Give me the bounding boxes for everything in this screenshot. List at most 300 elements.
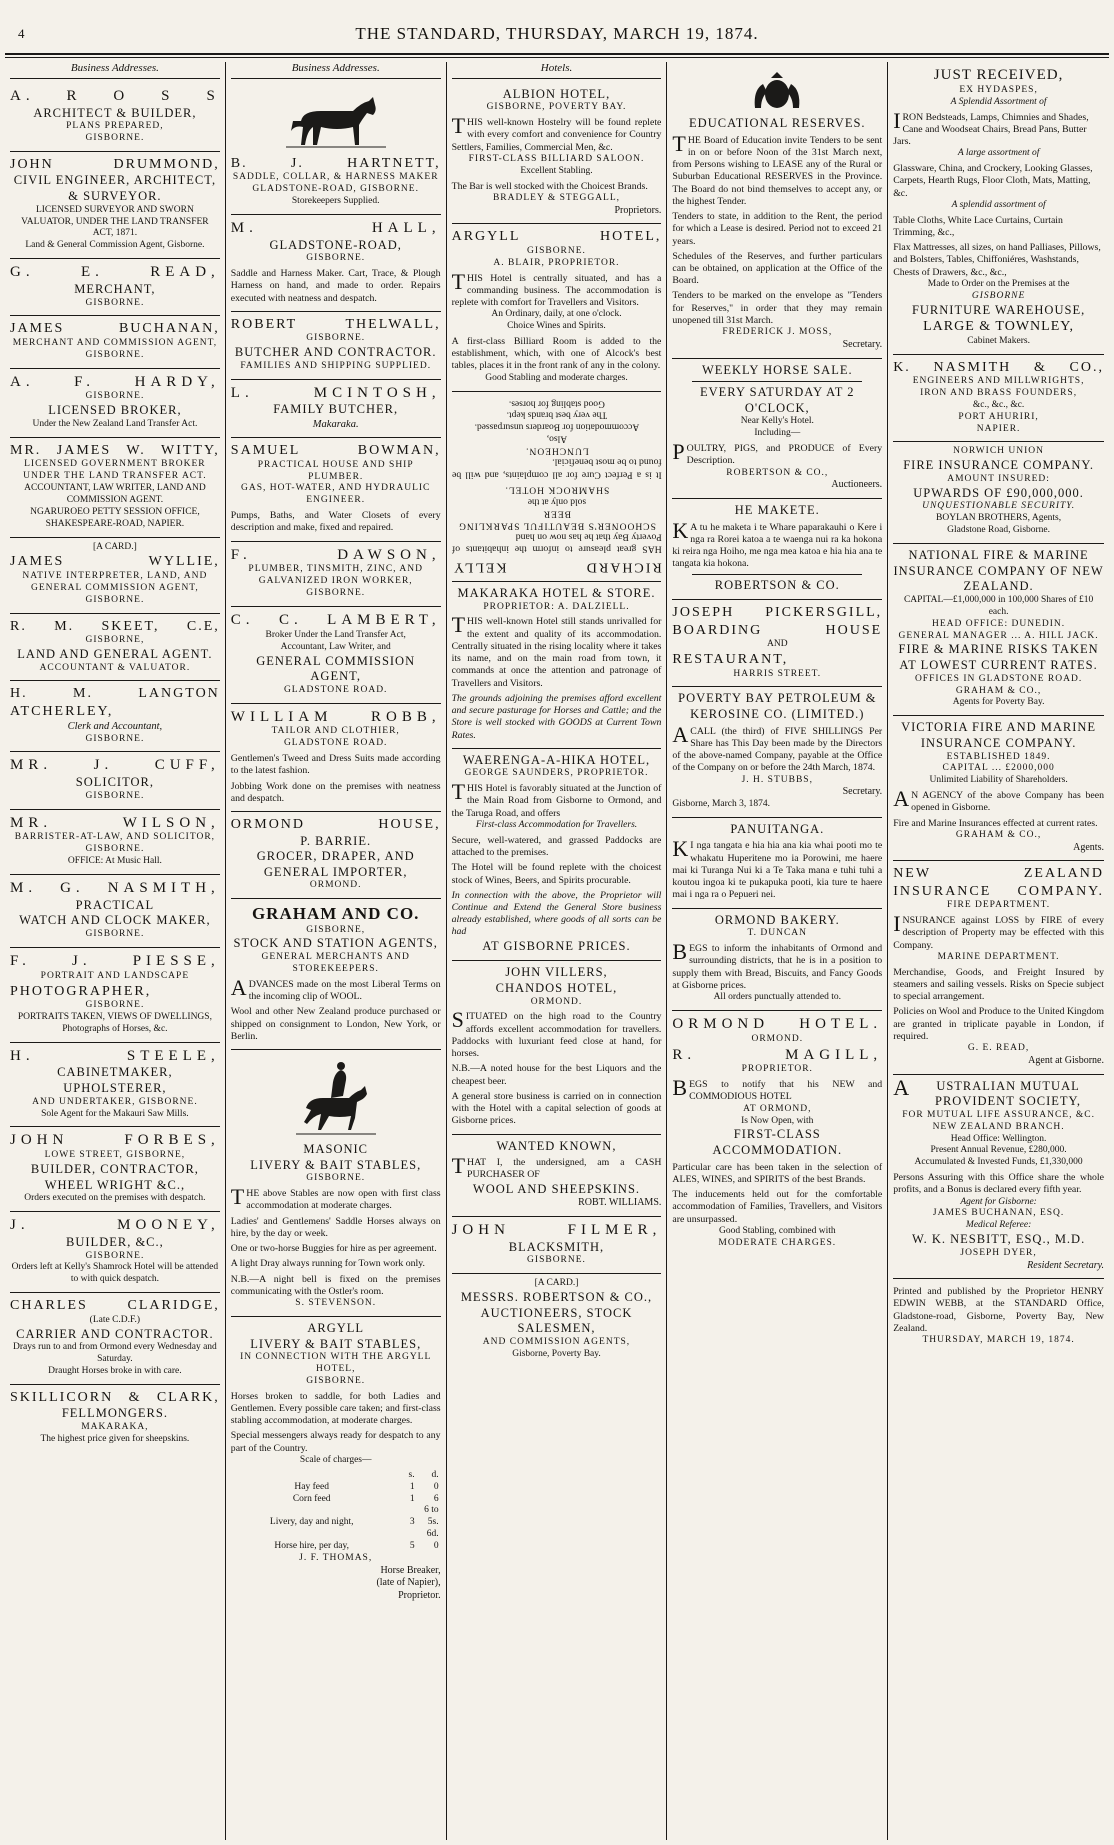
ad-line: Unlimited Liability of Shareholders.	[929, 775, 1068, 786]
ad-signature: G. E. READ,	[967, 1043, 1030, 1054]
ad-line: PORTRAIT AND LANDSCAPE	[40, 970, 190, 981]
ad-line: GLADSTONE ROAD.	[283, 684, 388, 695]
ad-body: Glassware, China, and Crockery, Looking Glasses, Carpets, Hearth Rugs, Floor Cloth, Mats, Matting, &c.	[893, 163, 1093, 199]
ad-read	[10, 259, 220, 316]
ad-kelly-shamrock-inverted	[452, 392, 662, 582]
ad-body: Pumps, Baths, and Water Closets of every description and make, fixed and repaired.	[230, 510, 441, 534]
ad-title: A. F. HARDY,	[10, 373, 220, 390]
ad-filmer	[452, 1217, 662, 1274]
ad-title: A. R O S S	[10, 87, 220, 104]
ad-he-makete	[672, 499, 882, 600]
ad-line: LIVERY & BAIT STABLES,	[250, 1157, 422, 1172]
column-heading: Hotels.	[452, 62, 662, 79]
ad-line: GISBORNE.	[85, 733, 145, 744]
ad-line: GENERAL MERCHANTS AND STOREKEEPERS.	[261, 952, 410, 974]
ad-title: GRAHAM AND CO.	[251, 904, 420, 924]
ad-line: Makaraka.	[312, 419, 359, 431]
ad-title: MR. JAMES W. WITTY,	[10, 442, 220, 458]
ad-body: KA tu he maketa i te Whare paparakauhi o Kere i nga ra Rorei katoa a te waenga nui ra ka hokona ki reira nga Hoiho, me nga mea katoa e hia hia ana te tangata kia hokona.	[672, 517, 883, 570]
ad-title: RICHARD KELLY	[451, 558, 662, 574]
ad-line: CHANDOS HOTEL,	[495, 980, 618, 995]
ad-line: AND COMMISSION AGENTS,	[482, 1336, 631, 1347]
ad-argyll-stables	[231, 1317, 441, 1608]
ad-body: The grounds adjoining the premises afford excellent and secure pasturage for Horses and Cattle; and the Store is well stocked with GOODS at Current Town Rates.	[451, 692, 662, 741]
ad-line: Agent for Gisborne:	[960, 1196, 1037, 1207]
ad-line: Near Kelly's Hotel.	[740, 416, 814, 427]
ad-signature: J. H. STUBBS,	[741, 774, 813, 785]
ad-line: Good Stabling and moderate charges.	[485, 372, 628, 383]
ad-title: H. M. LANGTON ATCHERLEY,	[10, 686, 220, 719]
ad-line: A large assortment of	[957, 148, 1040, 159]
ad-witty	[10, 438, 220, 538]
ad-line: JAMES BUCHANAN, ESQ.	[932, 1208, 1065, 1219]
ad-title: ORMOND BAKERY.	[714, 912, 840, 927]
page-number: 4	[18, 26, 25, 41]
ad-line: BARRISTER-AT-LAW, AND SOLICITOR,	[14, 832, 216, 843]
ad-title: MESSRS. ROBERTSON & CO.,	[460, 1289, 653, 1304]
ad-line: Head Office: Wellington.	[950, 1133, 1047, 1144]
ad-signature: ROBERTSON & CO.	[714, 577, 840, 592]
column-heading: Business Addresses.	[10, 62, 220, 79]
ad-body: THE above Stables are now open with first class accommodation at moderate charges.	[230, 1184, 441, 1212]
ad-line: NORWICH UNION	[953, 446, 1044, 457]
ad-body: A general store business is carried on in connection with the Hotel with a capital selection of goods at Gisborne prices.	[451, 1090, 662, 1127]
inverted-advertisement	[452, 396, 662, 575]
column-hotels	[447, 62, 668, 1840]
ad-title: ORMOND HOUSE,	[230, 817, 441, 833]
ad-title: WAERENGA-A-HIKA HOTEL,	[462, 752, 651, 767]
masthead-rule-thin	[5, 57, 1109, 58]
ad-line: GLADSTONE-ROAD,	[269, 237, 402, 252]
ad-line: CABINETMAKER, UPHOLSTERER,	[57, 1065, 173, 1095]
ad-line: MERCHANT,	[74, 281, 156, 296]
ad-cuff	[10, 752, 220, 809]
ad-line: Orders left at Kelly's Shamrock Hotel will be attended to with quick despatch.	[11, 1262, 219, 1285]
ad-line: RESTAURANT,	[672, 652, 789, 668]
ad-line: Secretary.	[842, 786, 883, 798]
ad-line: GAS, HOT-WATER, AND HYDRAULIC ENGINEER.	[241, 483, 431, 506]
ad-line: Accumulated & Invested Funds, £1,330,000	[914, 1157, 1083, 1168]
ad-title: ARGYLL	[307, 1320, 365, 1335]
ad-body: A light Dray always running for Town work only.	[230, 1258, 425, 1270]
ad-body: One or two-horse Buggies for hire as per agreement.	[230, 1243, 437, 1255]
ad-title: ALBION HOTEL,	[502, 86, 611, 101]
ad-line: FAMILIES AND SHIPPING SUPPLIED.	[240, 360, 432, 371]
ad-title: ARGYLL HOTEL,	[451, 229, 662, 245]
ad-line: CAPITAL—£1,000,000 in 100,000 Shares of £10 each.	[903, 594, 1094, 617]
ad-title: JOHN DRUMMOND,	[10, 156, 220, 172]
ad-skillicorn	[10, 1385, 220, 1452]
ad-signature: JOSEPH DYER,	[960, 1247, 1037, 1258]
ad-line: INSURANCE COMPANY.	[893, 883, 1104, 899]
ad-body: KI nga tangata e hia hia ana kia whai pooti mo te whakatu Huperitene mo ia Porowini, me haere mai ki Turanga Nui ki a Te Taka mana e tuhi tuhi a koutou ingoa ki te pukapuka pooti, kia ture te haere mai i nga ra o Pepueri nei.	[672, 836, 883, 901]
ad-line: GISBORNE.	[306, 1173, 366, 1184]
ad-line: GISBORNE.	[85, 297, 145, 308]
ad-bowman	[231, 438, 441, 541]
ad-title: NEW ZEALAND	[893, 866, 1104, 882]
ad-line: PORTRAITS TAKEN, VIEWS OF DWELLINGS, Photographs of Horses, &c.	[17, 1011, 212, 1034]
ad-line: WOOL AND SHEEPSKINS.	[472, 1181, 641, 1196]
ad-line: BUILDER, &C.,	[66, 1234, 164, 1249]
ad-line: R. MAGILL,	[672, 1046, 883, 1063]
ad-body: N.B.—A noted house for the best Liquors and the cheapest beer.	[451, 1063, 662, 1087]
ad-line: FIRE & MARINE RISKS TAKEN AT LOWEST CURRENT RATES.	[898, 642, 1099, 673]
ad-signature: S. STEVENSON.	[295, 1298, 377, 1309]
column-heading: Business Addresses.	[231, 62, 441, 79]
ad-signature: J. F. THOMAS,	[299, 1552, 373, 1563]
ad-title: JAMES BUCHANAN,	[10, 321, 220, 337]
ad-masonic-stables	[231, 1050, 441, 1317]
ad-line: MAKARAKA,	[81, 1421, 149, 1432]
charges-item: Corn feed	[292, 1493, 331, 1504]
ad-line: Horse Breaker,	[380, 1564, 441, 1576]
ad-line: Medical Referee:	[965, 1220, 1032, 1231]
ad-line: FIRE DEPARTMENT.	[947, 900, 1051, 911]
masthead-rule	[5, 53, 1109, 55]
ad-makaraka-hotel	[452, 582, 662, 749]
ad-line: PLANS PREPARED,	[66, 121, 164, 132]
ad-body: THIS Hotel is centrally situated, and has a commanding business. The accommodation is replete with comfort for Travellers and Visitors.	[451, 268, 662, 309]
ad-line: CAPITAL ... £2000,000	[942, 763, 1055, 774]
ad-line: Clerk and Accountant,	[67, 721, 163, 733]
ad-line: Draught Horses broke in with care.	[48, 1365, 182, 1376]
ad-title: NATIONAL FIRE & MARINE INSURANCE COMPANY OF NEW ZEALAND.	[893, 548, 1104, 594]
ad-title: M. HALL,	[230, 219, 441, 236]
ad-title: WANTED KNOWN,	[496, 1138, 617, 1153]
ad-pickersgill	[672, 600, 882, 687]
ad-line: LOWE STREET, GISBORNE,	[44, 1150, 186, 1161]
ad-weekly-horse-sale	[672, 359, 882, 499]
ad-line: Secretary.	[842, 339, 883, 351]
ad-title: C. C. LAMBERT,	[230, 612, 441, 629]
ad-title: SKILLICORN & CLARK,	[10, 1389, 220, 1405]
ad-victoria-insurance	[893, 716, 1104, 861]
charges-shillings: 1	[409, 1493, 415, 1504]
ad-line: AMOUNT INSURED:	[947, 473, 1050, 484]
ad-line: NATIVE INTERPRETER, LAND, AND GENERAL COMMISSION AGENT,	[22, 570, 208, 593]
ad-body: Merchandise, Goods, and Freight Insured by steamers and sailing vessels. Risks on Specie subject to special arrangement.	[893, 966, 1104, 1003]
ad-body: IRON Bedsteads, Lamps, Chimnies and Shades, Cane and Woodseat Chairs, Bread Pans, Butter Jars.	[893, 107, 1089, 147]
ad-title: F. DAWSON,	[230, 546, 441, 563]
ad-body: Flax Mattresses, all sizes, on hand Palliases, Pillows, and Bolsters, Tables, Chiffoniéres, Washstands, Chests of Drawers, &c., &c.,	[893, 242, 1101, 278]
ad-body: POULTRY, PIGS, and PRODUCE of Every Description.	[672, 439, 883, 467]
ad-line: AT GISBORNE PRICES.	[482, 938, 631, 953]
ad-line: Accountant, Law Writer, and	[280, 641, 391, 652]
ad-line: Cabinet Makers.	[967, 335, 1030, 346]
ad-body: Jobbing Work done on the premises with neatness and despatch.	[230, 780, 441, 804]
ad-line: FURNITURE WAREHOUSE,	[911, 302, 1086, 317]
ad-hardy	[10, 369, 220, 438]
ad-line: ACCOUNTANT, LAW WRITER, LAND AND COMMISSION AGENT.	[24, 483, 206, 505]
ad-line: UNDER THE LAND TRANSFER ACT.	[23, 471, 207, 482]
ad-ormond-bakery	[672, 909, 882, 1011]
ad-line: BUILDER, CONTRACTOR, WHEEL WRIGHT &C.,	[30, 1162, 199, 1192]
ad-body: THE Board of Education invite Tenders to be sent in on or before Noon of the 31st March next, from Persons wishing to LEASE any of the Rural or Suburban Educational RESERVES in the Province. The Board do not bind themselves to accept any, or the highest Tender.	[672, 130, 883, 207]
ad-hartnett	[231, 83, 441, 215]
ad-line: AUCTIONEERS, STOCK SALESMEN,	[480, 1305, 633, 1336]
ad-title: POVERTY BAY PETROLEUM & KEROSINE CO. (LIMITED.)	[678, 691, 877, 722]
ad-signature: FREDERICK J. MOSS,	[722, 327, 833, 338]
ad-body: In connection with the above, the Proprietor will Continue and Extend the General Store business already established, where goods of all sorts can be had	[451, 889, 662, 938]
ad-title: JOHN FILMER,	[451, 1221, 662, 1238]
ad-body: Schedules of the Reserves, and further particulars can be obtained, on application at the Office of the Board.	[672, 250, 883, 287]
ad-line: Storekeepers Supplied.	[291, 196, 380, 206]
ad-wyllie	[10, 538, 220, 614]
ad-petroleum-co	[672, 687, 882, 817]
ad-title: EDUCATIONAL RESERVES.	[689, 116, 866, 130]
ad-body: N.B.—A night bell is fixed on the premises communicating with the Ostler's room.	[230, 1273, 441, 1297]
ad-body: BEGS to inform the inhabitants of Ormond and surrounding districts, that he is in a position to supply them with Bread, Biscuits, and Fancy Goods at Gisborne prices.	[672, 939, 883, 991]
ad-line: GEORGE SAUNDERS, PROPRIETOR.	[464, 768, 649, 779]
ad-line: Agent at Gisborne.	[1028, 1055, 1104, 1067]
ad-line: Scale of charges—	[299, 1454, 372, 1465]
ad-buchanan	[10, 316, 220, 368]
ad-line: CIVIL ENGINEER, ARCHITECT, & SURVEYOR.	[13, 173, 217, 203]
ad-line: ESTABLISHED 1849.	[946, 751, 1051, 762]
ad-amp-society	[893, 1075, 1104, 1280]
ad-body: Saddle and Harness Maker. Cart, Trace, & Plough Harness on hand, and made to order. Repairs executed with neatness and despatch.	[230, 268, 441, 304]
ad-line: GISBORNE	[971, 290, 1026, 301]
ad-line: GISBORNE.	[85, 349, 145, 360]
ad-body: It is a Perfect Cure for all complaints, and will be found to be most beneficial.	[451, 456, 662, 480]
ad-line: PLUMBER, TINSMITH, ZINC, AND GALVANIZED IRON WORKER,	[248, 564, 423, 587]
ad-line: GISBORNE.	[527, 1255, 586, 1266]
ad-line: &c., &c., &c.	[972, 399, 1025, 410]
ad-title: JOHN VILLERS,	[505, 965, 608, 980]
ad-body: Tenders to state, in addition to the Rent, the period for which a Lease is desired. Period not to exceed 21 years.	[672, 211, 883, 247]
imprint	[893, 1279, 1104, 1353]
ad-dawson	[231, 542, 441, 607]
ad-signature: GRAHAM & CO.,	[955, 829, 1042, 840]
ad-nasmith	[10, 875, 220, 948]
ad-line: All orders punctually attended to.	[713, 992, 841, 1003]
ad-title: MR. J. CUFF,	[10, 757, 220, 774]
ad-line: WATCH AND CLOCK MAKER,	[19, 913, 211, 928]
ad-line: ORMOND.	[751, 1033, 804, 1044]
ad-line: SCHOONER'S BEAUTIFUL SPARKLING BEER	[457, 508, 656, 530]
ad-robertson-card	[452, 1274, 662, 1367]
ad-title: G. E. READ,	[10, 264, 220, 281]
ad-line: NAPIER.	[976, 423, 1021, 434]
ad-line: Proprietor.	[398, 1589, 441, 1601]
ad-line: GISBORNE.	[85, 929, 145, 939]
ad-line: GENERAL MANAGER ... A. HILL JACK.	[898, 630, 1099, 641]
ad-line: Excellent Stabling.	[520, 165, 593, 176]
ad-national-insurance	[893, 544, 1104, 716]
ad-line: OFFICE: At Music Hall.	[67, 856, 162, 867]
ad-line: sold only at the	[527, 496, 586, 507]
ad-line: (Late C.D.F.)	[89, 1314, 141, 1325]
ad-line: Under the New Zealand Land Transfer Act.	[32, 418, 198, 429]
ad-body: SITUATED on the high road to the Country affords excellent accommodation for travellers. Paddocks with luxuriant feed close at hand, for horses.	[451, 1007, 662, 1060]
ad-title: MR. WILSON,	[10, 814, 220, 831]
ad-just-received	[893, 62, 1104, 355]
ad-wilson	[10, 810, 220, 875]
ad-body: Table Cloths, White Lace Curtains, Curtain Trimming, &c.,	[893, 214, 1063, 238]
charges-shillings: 3	[409, 1517, 415, 1528]
ad-nasmith-co	[893, 355, 1104, 443]
ad-line: BUTCHER AND CONTRACTOR.	[234, 345, 437, 360]
ad-line: First-class Accommodation for Travellers.	[475, 819, 638, 830]
ad-body: HAS great pleasure to inform the inhabitants of Poverty Bay that he has now on hand	[451, 531, 662, 555]
ad-line: MERCHANT AND COMMISSION AGENT,	[12, 337, 218, 348]
ad-mcintosh	[231, 380, 441, 439]
charges-pence: 0	[433, 1541, 439, 1552]
ad-line: SADDLE, COLLAR, & HARNESS MAKER	[232, 172, 439, 183]
horse-engraving	[281, 91, 391, 151]
ad-title: HE MAKETE.	[734, 502, 820, 517]
ad-atcherley	[10, 681, 220, 752]
ad-robb	[231, 704, 441, 812]
ad-hall	[231, 215, 441, 312]
ad-line: Is Now Open, with	[741, 1115, 814, 1126]
ad-line: BOYLAN BROTHERS, Agents,	[936, 513, 1062, 524]
ad-body: The Bar is well stocked with the Choicest Brands.	[451, 180, 648, 192]
ad-body: Wool and other New Zealand produce purchased or shipped on consignment to London, New York, or Berlin.	[230, 1006, 441, 1042]
ad-title: L. MCINTOSH,	[230, 384, 441, 401]
horse-rider-engraving	[291, 1058, 381, 1138]
ad-ross	[10, 83, 220, 152]
ad-body: THIS Hotel is favorably situated at the Junction of the Main Road from Gisborne to Ormond, and the Taruga Road, and offers	[451, 779, 662, 819]
ad-signature: ROBERTSON & CO.,	[726, 467, 829, 478]
ad-line: UNQUESTIONABLE SECURITY.	[922, 501, 1076, 512]
ad-line: Broker Under the Land Transfer Act,	[265, 629, 406, 640]
column-business-addresses-1	[5, 62, 226, 1840]
ad-line: ORMOND.	[309, 880, 362, 891]
ad-title: F. J. PIESSE,	[10, 952, 220, 969]
ad-line: EX HYDASPES,	[959, 84, 1038, 95]
ad-line: GISBORNE.	[85, 594, 145, 605]
ad-line: Accommodation for Boarders unsurpassed.	[474, 421, 639, 432]
ad-line: Gladstone Road, Gisborne.	[947, 525, 1051, 536]
ad-line: LAND AND GENERAL AGENT.	[17, 646, 213, 661]
ad-line: GISBORNE.	[85, 844, 145, 855]
ad-body: Tenders to be marked on the envelope as "Tenders for Reserves," in order that they may remain unopened till 31st March.	[672, 290, 883, 326]
ad-body: Particular care has been taken in the selection of ALES, WINES, and SPIRITS of the best Brands.	[672, 1161, 883, 1185]
ad-nz-insurance	[893, 861, 1104, 1074]
ad-title: WEEKLY HORSE SALE.	[701, 362, 853, 377]
ad-line: NGARUROEO PETTY SESSION OFFICE, SHAKESPEARE-ROAD, NAPIER.	[30, 506, 200, 529]
ad-line: MODERATE CHARGES.	[718, 1237, 837, 1248]
ad-line: GLADSTONE-ROAD, GISBORNE.	[252, 184, 419, 195]
ad-line: EVERY SATURDAY AT 2 O'CLOCK,	[700, 385, 855, 415]
ad-line: T. DUNCAN	[747, 928, 808, 939]
ad-signature: ROBT. WILLIAMS.	[578, 1197, 662, 1209]
ad-title: J. MOONEY,	[10, 1217, 220, 1234]
charges-pence: 6	[433, 1493, 439, 1504]
ad-ormond-hotel	[672, 1011, 882, 1256]
column-notices	[667, 62, 888, 1840]
ad-line: LICENSED SURVEYOR AND SWORN VALUATOR, UNDER THE LAND TRANSFER ACT, 1871.	[21, 204, 209, 239]
ad-line: IRON AND BRASS FOUNDERS,	[920, 387, 1078, 398]
ad-line: GROCER, DRAPER, AND GENERAL IMPORTER,	[256, 849, 415, 879]
ad-line: LICENSED GOVERNMENT BROKER	[24, 459, 206, 470]
ad-line: LIVERY & BAIT STABLES,	[250, 1336, 422, 1351]
ad-thelwall	[231, 312, 441, 380]
ad-body: Special messengers always ready for despatch to any part of the Country.	[230, 1430, 441, 1454]
ad-line: W. K. NESBITT, ESQ., M.D.	[911, 1232, 1086, 1247]
ad-argyll-hotel	[452, 224, 662, 391]
ad-title: AUSTRALIAN MUTUAL PROVIDENT SOCIETY,	[893, 1074, 1082, 1109]
ad-line: PORT AHURIRI,	[958, 411, 1039, 422]
ad-claridge	[10, 1293, 220, 1385]
ad-educational-reserves	[672, 62, 882, 359]
ad-title: PANUITANGA.	[730, 821, 825, 836]
ad-mooney	[10, 1212, 220, 1293]
ad-line: CARRIER AND CONTRACTOR.	[16, 1326, 214, 1341]
ad-line: SOLICITOR,	[75, 775, 154, 790]
ad-line: Choice Wines and Spirits.	[507, 321, 606, 332]
ad-line: BLACKSMITH,	[508, 1239, 605, 1254]
ad-line: GENERAL COMMISSION AGENT,	[256, 653, 416, 684]
ad-title: H. STEELE,	[10, 1047, 220, 1064]
charges-header-shillings: s.	[408, 1469, 415, 1480]
ad-title: JAMES WYLLIE,	[10, 554, 220, 570]
ad-line: Resident Secretary.	[1027, 1259, 1104, 1271]
charges-shillings: 1	[409, 1481, 415, 1492]
ad-albion-hotel	[452, 83, 662, 225]
ad-line: PROPRIETOR.	[741, 1064, 813, 1075]
ad-line: FOR MUTUAL LIFE ASSURANCE, &C.	[902, 1109, 1095, 1120]
ad-line: UPWARDS OF £90,000,000.	[913, 485, 1084, 500]
divider	[692, 574, 862, 575]
ad-panuitanga	[672, 818, 882, 909]
ad-line: Good stabling for horses.	[508, 397, 605, 408]
ad-line: Gisborne, March 3, 1874.	[672, 798, 771, 809]
ad-line: TAILOR AND CLOTHIER,	[271, 726, 400, 737]
ad-title: B. J. HARTNETT,	[230, 155, 441, 171]
newspaper-title: THE STANDARD, THURSDAY, MARCH 19, 1874.	[355, 24, 759, 43]
ad-title: FIRE INSURANCE COMPANY.	[903, 458, 1094, 473]
ad-title: JUST RECEIVED,	[933, 67, 1064, 83]
ad-line: [A CARD.]	[534, 1278, 579, 1289]
ad-line: GISBORNE,	[306, 924, 366, 935]
charges-pence: 0	[433, 1481, 439, 1492]
charges-row	[231, 1505, 441, 1541]
ad-line: GLADSTONE ROAD.	[283, 738, 388, 749]
ad-line: AND	[766, 639, 788, 650]
ad-body: ADVANCES made on the most Liberal Terms on the incoming clip of WOOL.	[230, 974, 441, 1003]
ad-body: Persons Assuring with this Office share the whole profits, and a Bonus is declared every fifth year.	[893, 1172, 1104, 1196]
ad-steele	[10, 1043, 220, 1128]
ad-line: FIRST-CLASS BILLIARD SALOON.	[468, 153, 645, 164]
ad-line: AT ORMOND,	[743, 1103, 812, 1114]
ad-line: GISBORNE.	[85, 790, 145, 801]
ad-body: Secure, well-watered, and grassed Paddocks are attached to the premises.	[451, 834, 662, 859]
ad-line: HARRIS STREET.	[733, 668, 822, 679]
ad-line: Agents for Poverty Bay.	[952, 697, 1045, 708]
ad-line: STOCK AND STATION AGENTS,	[233, 936, 438, 951]
ad-title: MASONIC	[303, 1142, 369, 1157]
ad-line: Proprietors.	[614, 204, 662, 216]
ad-line: (late of Napier),	[376, 1577, 441, 1589]
ad-title: K. NASMITH & CO.,	[893, 359, 1104, 375]
charges-item: Livery, day and night,	[269, 1517, 354, 1528]
ad-line: ENGINEERS AND MILLWRIGHTS,	[912, 376, 1085, 387]
masthead	[0, 0, 1114, 60]
ad-body: BEGS to notify that his NEW and COMMODIOUS HOTEL	[672, 1075, 883, 1103]
ad-title: R. M. SKEET, C.E,	[10, 618, 220, 634]
ad-line: The highest price given for sheepskins.	[40, 1433, 190, 1444]
ad-line: PRACTICAL	[75, 897, 155, 912]
ad-line: Including—	[754, 428, 801, 439]
ad-title: VICTORIA FIRE AND MARINE INSURANCE COMPANY.	[901, 720, 1097, 750]
ad-title: ROBERT THELWALL,	[230, 316, 441, 332]
ad-line: NEW ZEALAND BRANCH.	[932, 1121, 1065, 1132]
ad-body: Fire and Marine Insurances effected at current rates.	[893, 817, 1098, 829]
ad-line: LUNCHEON.	[524, 444, 589, 455]
charges-header-pence: d.	[431, 1469, 439, 1480]
